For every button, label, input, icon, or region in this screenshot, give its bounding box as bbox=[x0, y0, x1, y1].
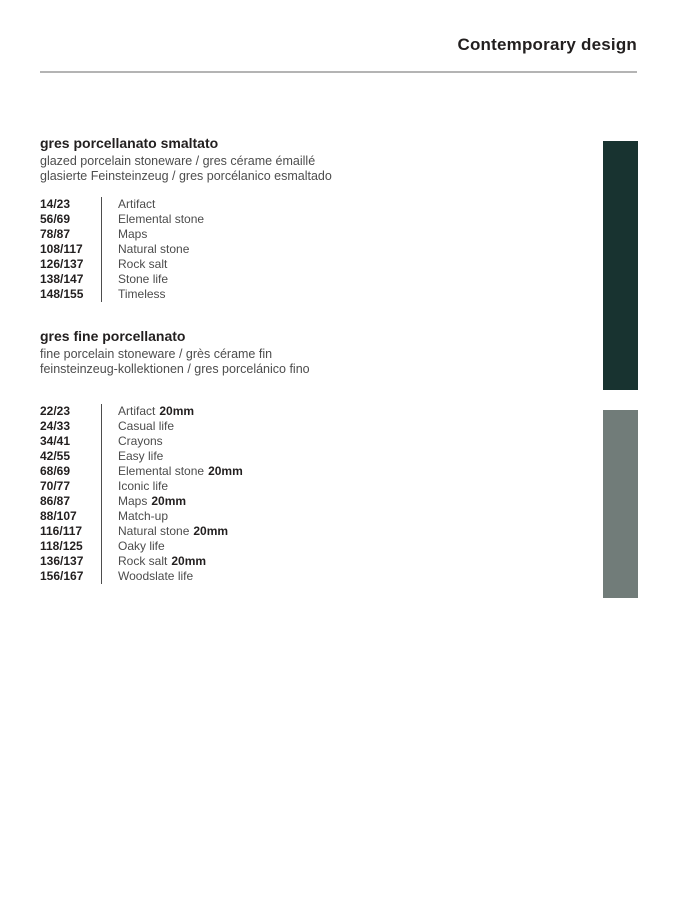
list-item bbox=[40, 212, 204, 227]
collection-name-text: Easy life bbox=[118, 449, 164, 463]
collection-name-text: Crayons bbox=[118, 434, 163, 448]
page-range: 108/117 bbox=[40, 242, 83, 256]
collection-name-text: Elemental stone bbox=[118, 212, 205, 226]
collection-name bbox=[101, 419, 174, 434]
color-bar-dark-teal bbox=[603, 141, 638, 390]
page-range: 156/167 bbox=[40, 569, 84, 583]
section-subtitle-line2: feinsteinzeug-kollektionen / gres porcelánico fino bbox=[40, 361, 310, 376]
collection-name-text: Rock salt bbox=[118, 554, 168, 568]
list-item bbox=[40, 404, 243, 419]
collection-name-suffix: 20mm bbox=[193, 524, 229, 538]
collection-name bbox=[101, 272, 168, 287]
collection-name-text: Woodslate life bbox=[118, 569, 194, 583]
page-range: 22/23 bbox=[40, 404, 71, 418]
page-range: 86/87 bbox=[40, 494, 71, 508]
page-range: 118/125 bbox=[40, 539, 83, 553]
list-item bbox=[40, 197, 204, 212]
section-subtitle-line1: fine porcelain stoneware / grès cérame fin bbox=[40, 347, 273, 361]
collection-name bbox=[101, 404, 194, 419]
collection-name bbox=[101, 449, 163, 464]
collection-name bbox=[101, 287, 166, 302]
collection-name-text: Oaky life bbox=[118, 539, 165, 553]
header-divider bbox=[40, 71, 637, 73]
list-item bbox=[40, 272, 204, 287]
collection-name bbox=[101, 434, 163, 449]
list-item bbox=[40, 287, 204, 302]
list-item bbox=[40, 554, 243, 569]
page-range: 136/137 bbox=[40, 554, 84, 568]
collection-name-text: Match-up bbox=[118, 509, 169, 523]
section-heading: gres fine porcellanato bbox=[40, 328, 186, 344]
collection-name-text: Stone life bbox=[118, 272, 169, 286]
list-item bbox=[40, 569, 243, 584]
page-range: 138/147 bbox=[40, 272, 84, 286]
color-bar-gray-green bbox=[603, 410, 638, 598]
page-range: 88/107 bbox=[40, 509, 77, 523]
collection-name-text: Natural stone bbox=[118, 242, 190, 256]
list-item bbox=[40, 227, 204, 242]
collection-name-text: Maps bbox=[118, 494, 148, 508]
page-range: 56/69 bbox=[40, 212, 71, 226]
collection-name bbox=[101, 524, 228, 539]
collection-name bbox=[101, 197, 155, 212]
list-item bbox=[40, 509, 243, 524]
collection-name-text: Artifact bbox=[118, 404, 156, 418]
collection-list-fine bbox=[40, 404, 243, 584]
list-item bbox=[40, 257, 204, 272]
list-item bbox=[40, 242, 204, 257]
list-item bbox=[40, 434, 243, 449]
page-range: 116/117 bbox=[40, 524, 83, 538]
collection-name-text: Natural stone bbox=[118, 524, 190, 538]
collection-name-text: Casual life bbox=[118, 419, 175, 433]
list-item bbox=[40, 524, 243, 539]
collection-name bbox=[101, 539, 165, 554]
page-range: 148/155 bbox=[40, 287, 84, 301]
collection-name-text: Maps bbox=[118, 227, 148, 241]
collection-name bbox=[101, 509, 168, 524]
list-item bbox=[40, 464, 243, 479]
collection-name-suffix: 20mm bbox=[208, 464, 243, 478]
collection-name bbox=[101, 569, 193, 584]
page-range: 24/33 bbox=[40, 419, 71, 433]
section-gres-fine-porcellanato bbox=[40, 329, 310, 376]
collection-name-text: Artifact bbox=[118, 197, 156, 211]
collection-name bbox=[101, 479, 168, 494]
page-range: 42/55 bbox=[40, 449, 71, 463]
collection-name-text: Rock salt bbox=[118, 257, 168, 271]
section-subtitle-line2: glasierte Feinsteinzeug / gres porcélanico esmaltado bbox=[40, 168, 332, 183]
collection-name-text: Iconic life bbox=[118, 479, 169, 493]
collection-list-smaltato bbox=[40, 197, 204, 302]
page-range: 70/77 bbox=[40, 479, 71, 493]
list-item bbox=[40, 449, 243, 464]
list-item bbox=[40, 539, 243, 554]
page-range: 78/87 bbox=[40, 227, 71, 241]
collection-name bbox=[101, 257, 167, 272]
list-item bbox=[40, 479, 243, 494]
section-heading: gres porcellanato smaltato bbox=[40, 135, 219, 151]
collection-name bbox=[101, 554, 206, 569]
page-range: 34/41 bbox=[40, 434, 71, 448]
collection-name-text: Timeless bbox=[118, 287, 166, 301]
collection-name bbox=[101, 494, 186, 509]
page-title: Contemporary design bbox=[457, 35, 637, 54]
page-range: 68/69 bbox=[40, 464, 71, 478]
list-item bbox=[40, 494, 243, 509]
collection-name bbox=[101, 242, 189, 257]
collection-name bbox=[101, 212, 204, 227]
collection-name-text: Elemental stone bbox=[118, 464, 205, 478]
section-subtitle-line1: glazed porcelain stoneware / gres cérame émaillé bbox=[40, 154, 316, 168]
section-gres-porcellanato-smaltato bbox=[40, 136, 332, 183]
collection-name-suffix: 20mm bbox=[171, 554, 207, 568]
list-item bbox=[40, 419, 243, 434]
collection-name bbox=[101, 227, 147, 242]
collection-name bbox=[101, 464, 243, 479]
page-range: 126/137 bbox=[40, 257, 84, 271]
page-range: 14/23 bbox=[40, 197, 71, 211]
collection-name-suffix: 20mm bbox=[159, 404, 195, 418]
collection-name-suffix: 20mm bbox=[151, 494, 187, 508]
